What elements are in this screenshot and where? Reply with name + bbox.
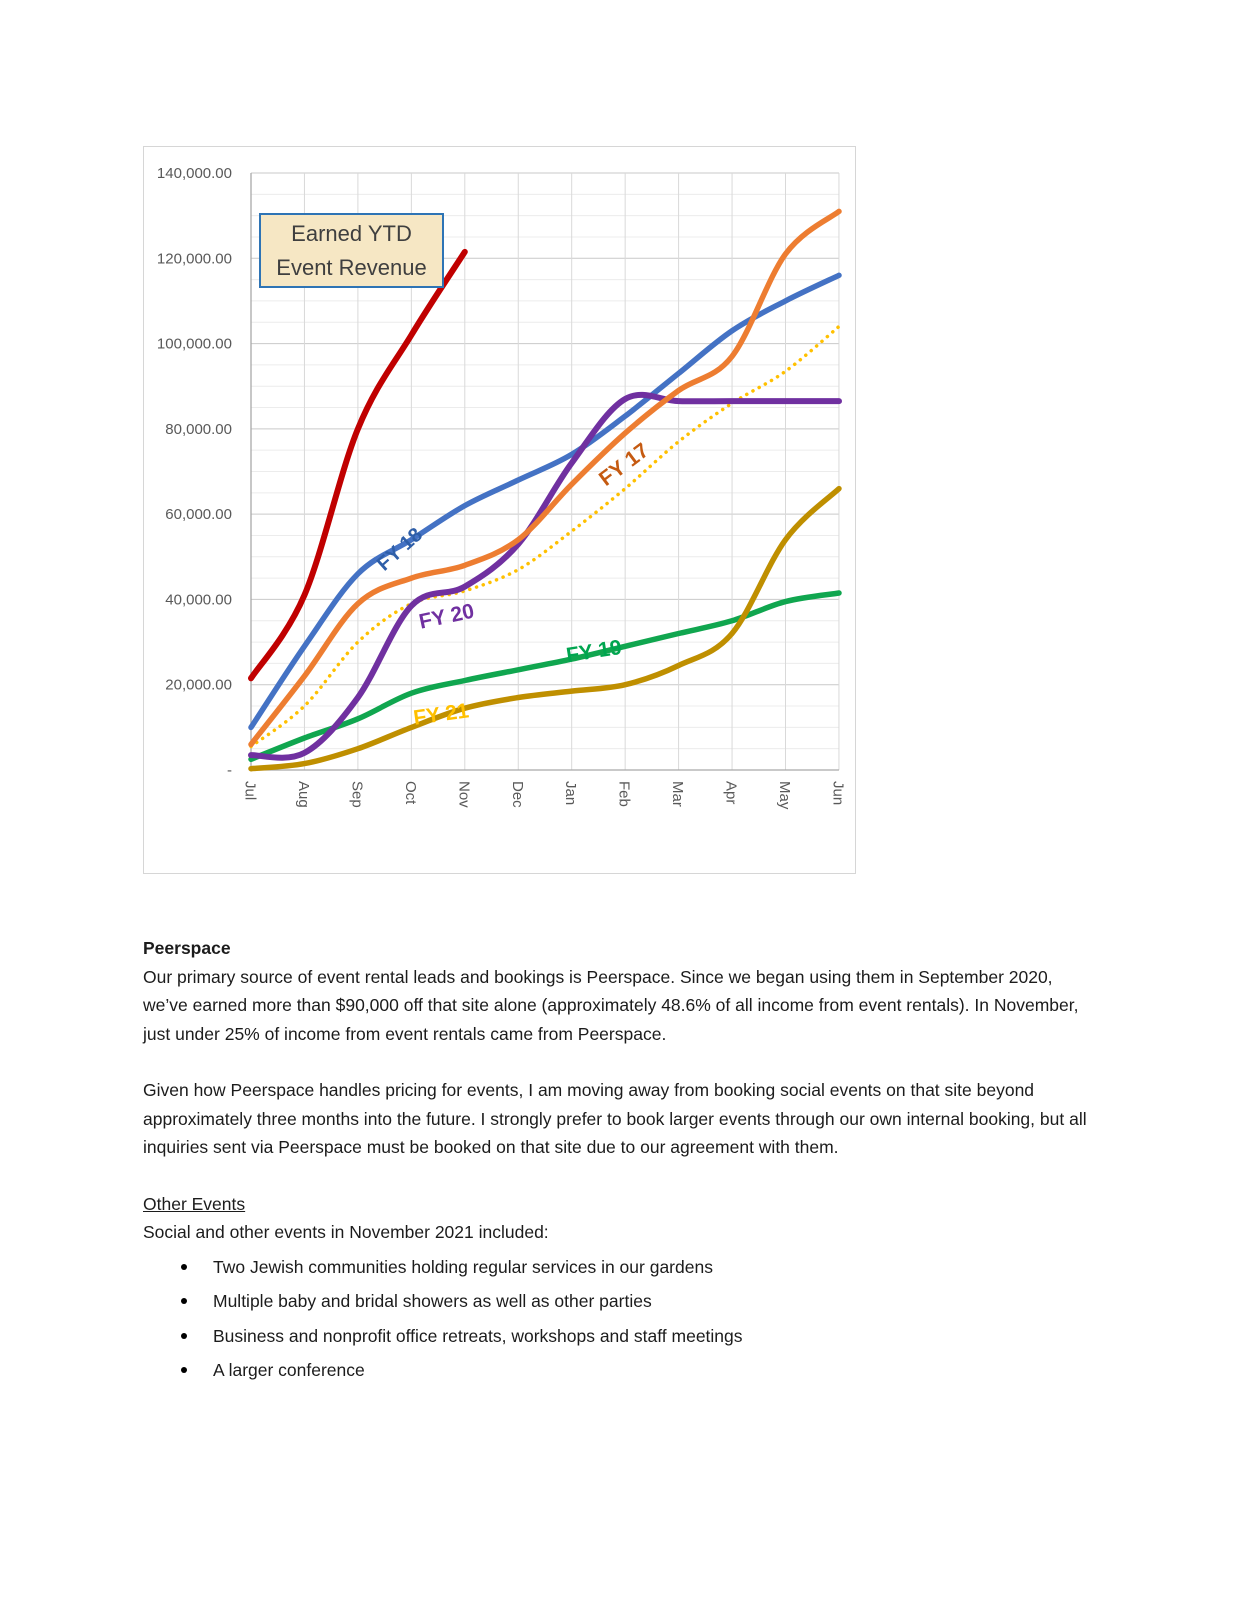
peerspace-heading: Peerspace — [143, 938, 231, 958]
x-axis-month-label: Apr — [722, 781, 740, 805]
y-axis-tick-label: 120,000.00 — [156, 250, 232, 268]
x-axis-month-label: May — [776, 781, 793, 810]
list-item-text: A larger conference — [213, 1360, 365, 1380]
y-axis-tick-label: 100,000.00 — [156, 335, 232, 353]
bullet-icon — [181, 1264, 187, 1270]
other-events-intro: Social and other events in November 2021 included: — [143, 1222, 549, 1242]
ytd-event-revenue-chart — [143, 146, 856, 874]
peerspace-paragraph-1: Our primary source of event rental leads and bookings is Peerspace. Since we began using them in September 2020, we’ve earned more than $90,000 off that site alone (approximately 48.6% of all income from event rentals). In November, just under 25% of income from event rentals came from Peerspace. — [143, 966, 1079, 1044]
series-line-fy20 — [251, 395, 839, 758]
list-item — [143, 1356, 1095, 1385]
series-label-fy-20: FY 20 — [417, 599, 477, 634]
bullet-icon — [181, 1367, 187, 1373]
bullet-icon — [181, 1298, 187, 1304]
y-axis-tick-label: 80,000.00 — [165, 420, 232, 438]
series-label-fy-21: FY 21 — [411, 699, 471, 730]
series-line-dotted-gold — [251, 327, 839, 747]
series-label-fy-17: FY 17 — [594, 438, 654, 491]
list-item-text: Business and nonprofit office retreats, workshops and staff meetings — [213, 1325, 743, 1346]
list-item — [143, 1287, 1095, 1316]
x-axis-month-label: Feb — [615, 781, 633, 807]
list-item — [143, 1322, 1095, 1351]
y-axis-tick-label: 140,000.00 — [156, 165, 232, 182]
x-axis-month-label: Jul — [241, 781, 259, 801]
chart-title-line-1: Earned YTD — [291, 220, 412, 246]
y-axis-tick-label: 20,000.00 — [165, 676, 232, 694]
y-axis-tick-label: 60,000.00 — [165, 506, 232, 524]
y-axis-tick-label: 40,000.00 — [165, 591, 232, 609]
list-item-text: Two Jewish communities holding regular services in our gardens — [213, 1256, 713, 1277]
other-events-list — [143, 1253, 1095, 1385]
x-axis-month-label: Oct — [401, 781, 419, 805]
series-label-fy-18: FY 18 — [372, 523, 428, 576]
peerspace-paragraph-2: Given how Peerspace handles pricing for events, I am moving away from booking social events on that site beyond approximately three months into the future. I strongly prefer to book larger events through our own internal booking, but all inquiries sent via Peerspace must be booked on that site due to our agreement with them. — [143, 1080, 1087, 1157]
list-item-text: Multiple baby and bridal showers as well as other parties — [213, 1291, 652, 1311]
chart-title-box — [259, 213, 444, 288]
bullet-icon — [181, 1333, 187, 1339]
chart-title-line-2: Event Revenue — [276, 254, 427, 280]
chart-canvas — [144, 147, 857, 875]
y-axis-tick-label: - — [227, 762, 232, 779]
x-axis-month-label: Jan — [562, 781, 580, 806]
list-item — [143, 1253, 1095, 1282]
x-axis-month-label: Nov — [455, 781, 473, 808]
x-axis-month-label: Sep — [348, 781, 366, 808]
other-events-heading: Other Events — [143, 1193, 246, 1214]
series-line-fy19 — [251, 593, 839, 759]
report-text — [143, 934, 1095, 1391]
x-axis-month-label: Aug — [294, 781, 312, 808]
series-label-fy-19: FY 19 — [564, 635, 624, 668]
x-axis-month-label: Mar — [669, 781, 687, 807]
x-axis-month-label: Dec — [508, 781, 526, 808]
x-axis-month-label: Jun — [829, 781, 847, 806]
